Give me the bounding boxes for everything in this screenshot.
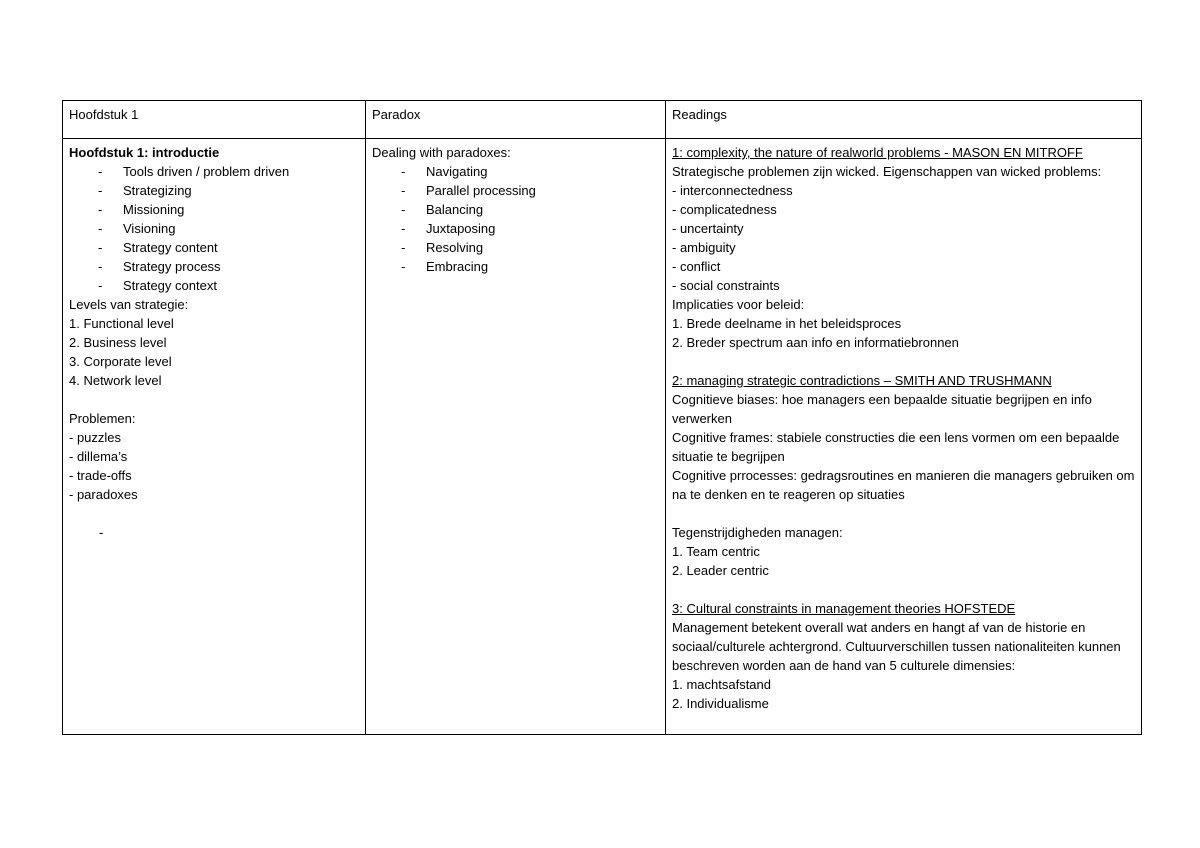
problem-item: - puzzles [69, 430, 122, 445]
problem-item: - trade-offs [69, 468, 132, 483]
contradiction-item: 1. Team centric [672, 544, 760, 559]
contradictions-heading: Tegenstrijdigheden managen: [672, 525, 843, 540]
list-item: - Tools driven / problem driven [98, 164, 290, 179]
property-item: - social constraints [672, 278, 780, 293]
level-item: 3. Corporate level [69, 354, 172, 369]
list-item: - Embracing [401, 259, 489, 274]
paradox-list [372, 162, 659, 276]
list-item: - Visioning [98, 221, 176, 236]
reading-3-text: Management betekent overall wat anders en hangt af van de historie en sociaal/culturele achtergrond. Cultuurverschillen tussen nationaliteiten kunnen beschreven worden aan de hand van 5 culturele dimensies: [672, 620, 1121, 673]
cell-paradox [366, 139, 666, 735]
level-item: 4. Network level [69, 373, 162, 388]
empty-bullet: - [99, 525, 104, 540]
header-paradox: Paradox [366, 101, 666, 139]
document-sheet [62, 100, 1142, 735]
list-item: - Juxtaposing [401, 221, 496, 236]
cell-readings [666, 139, 1142, 735]
property-item: - ambiguity [672, 240, 736, 255]
list-item: - Parallel processing [401, 183, 536, 198]
content-row [63, 139, 1142, 735]
list-item: - Resolving [401, 240, 484, 255]
contradiction-item: 2. Leader centric [672, 563, 769, 578]
problem-item: - paradoxes [69, 487, 138, 502]
problem-item: - dillema’s [69, 449, 128, 464]
reading-3-title: 3: Cultural constraints in management theories HOFSTEDE [672, 601, 1016, 616]
reading-2-paragraph: Cognitieve biases: hoe managers een bepaalde situatie begrijpen en info verwerken [672, 392, 1092, 426]
list-item: - Missioning [98, 202, 185, 217]
list-item: - Strategy content [98, 240, 218, 255]
property-item: - uncertainty [672, 221, 744, 236]
levels-heading: Levels van strategie: [69, 297, 189, 312]
property-item: - complicatedness [672, 202, 777, 217]
header-row [63, 101, 1142, 139]
header-hoofdstuk: Hoofdstuk 1 [63, 101, 366, 139]
implication-item: 2. Breder spectrum aan info en informatiebronnen [672, 335, 959, 350]
dimension-item: 2. Individualisme [672, 696, 769, 711]
problems-heading: Problemen: [69, 411, 136, 426]
reading-2-paragraph: Cognitive frames: stabiele constructies die een lens vormen om een bepaalde situatie te begrijpen [672, 430, 1120, 464]
property-item: - conflict [672, 259, 721, 274]
cell-hoofdstuk [63, 139, 366, 735]
list-item: - Strategizing [98, 183, 192, 198]
level-item: 2. Business level [69, 335, 167, 350]
implication-item: 1. Brede deelname in het beleidsproces [672, 316, 902, 331]
reading-2-title: 2: managing strategic contradictions – SMITH AND TRUSHMANN [672, 373, 1052, 388]
reading-2-paragraph: Cognitive prrocesses: gedragsroutines en manieren die managers gebruiken om na te denken en te reageren op situaties [672, 468, 1135, 502]
list-item: - Balancing [401, 202, 484, 217]
list-item: - Navigating [401, 164, 488, 179]
reading-1-text: Strategische problemen zijn wicked. Eigenschappen van wicked problems: [672, 164, 1102, 179]
chapter-title: Hoofdstuk 1: introductie [69, 145, 220, 160]
property-item: - interconnectedness [672, 183, 793, 198]
list-item: - Strategy process [98, 259, 221, 274]
level-item: 1. Functional level [69, 316, 174, 331]
paradox-title: Dealing with paradoxes: [372, 145, 511, 160]
implications-heading: Implicaties voor beleid: [672, 297, 805, 312]
header-readings: Readings [666, 101, 1142, 139]
topic-list [69, 162, 359, 295]
notes-table [62, 100, 1142, 735]
reading-1-title: 1: complexity, the nature of realworld problems - MASON EN MITROFF [672, 145, 1083, 160]
list-item: - Strategy context [98, 278, 217, 293]
dimension-item: 1. machtsafstand [672, 677, 771, 692]
